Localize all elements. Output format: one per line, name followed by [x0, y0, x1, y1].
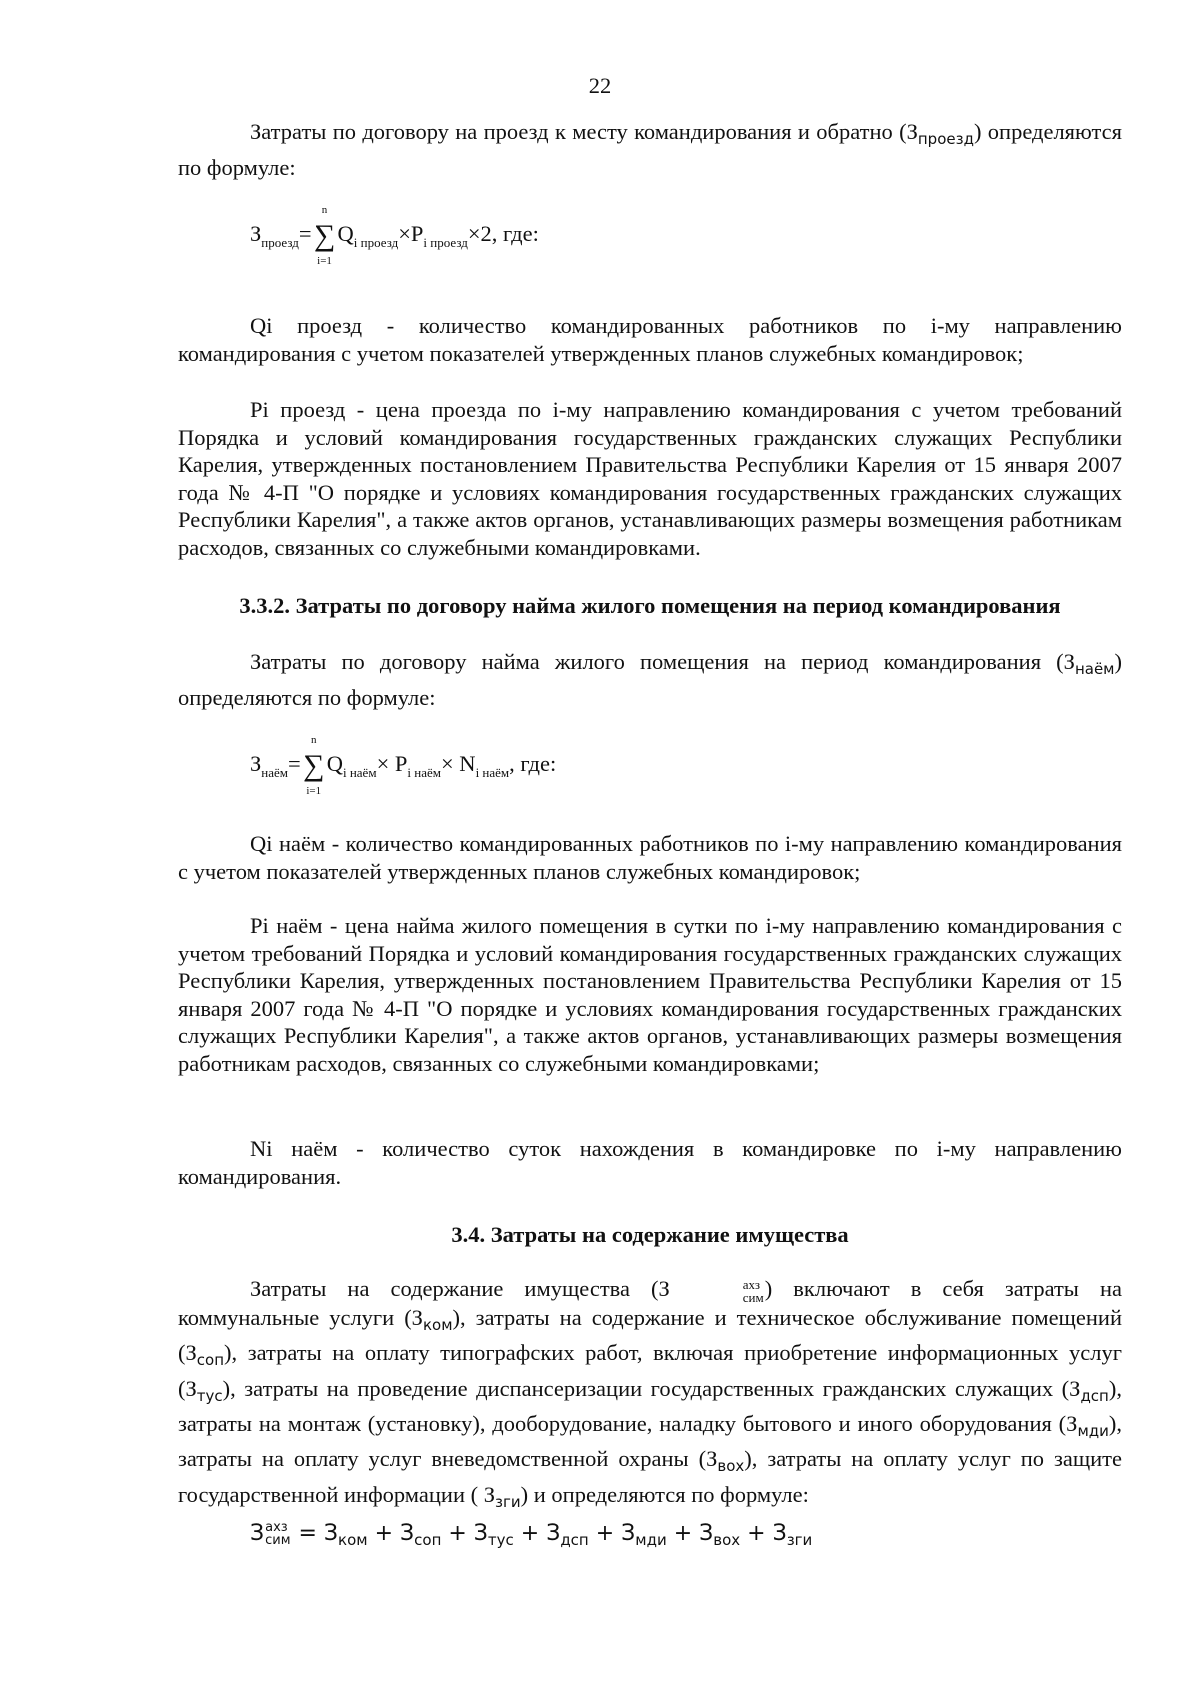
formula-lodging-cost: $З_{наём}=$ n ∑ i=1 $Q_{i наём}\times P_{i наём}\times N_{i наём}$, где: — [250, 733, 557, 797]
paragraph-pi-lodging: Pi наём - цена найма жилого помещения в сутки по i-му направлению командирования с учетом требований Порядка и условий командирования государственных гражданских служащих Республики Карелия, утвержденных постановлением Правительства Республики Карелия от 15 января 2007 года № 4-П "О порядке и условиях командирования государственных гражданских служащих Республики Карелия", а также актов органов, устанавливающих размеры возмещения работникам расходов, связанных со служебными командировками; — [178, 913, 1122, 1076]
paragraph-qi-lodging: Qi наём - количество командированных работников по i-му направлению командирования с учетом показателей утвержденных планов служебных командировок; — [178, 831, 1122, 884]
paragraph-lodging-cost-intro: Затраты по договору найма жилого помещения на период командирования $(З_{наём})$ определяются по формуле: — [178, 649, 1122, 710]
paragraph-travel-cost-intro: Затраты по договору на проезд к месту командирования и обратно $(З_{проезд})$ определяются по формуле: — [178, 119, 1122, 180]
paragraph-ni-lodging: Ni наём - количество суток нахождения в командировке по i-му направлению командирования. — [178, 1136, 1122, 1189]
sum-operator: n ∑ i=1 — [313, 203, 336, 267]
formula-property-maintenance: З ахз сим = $З_{ком} + З_{соп} + З_{тус} + З_{дсп} + З_{мди} + З_{вох} + З_{зги}$ — [250, 1520, 813, 1549]
paragraph-property-maintenance: Затраты на содержание имущества (З ахз сим ) включают в себя затраты на коммунальные услуги $(З_{ком})$, затраты на содержание и техническое обслуживание помещений $(З_{соп})$, затраты на оплату типографских работ, включая приобретение информационных услуг $(З_{тус})$, затраты на проведение диспансеризации государственных гражданских служащих $(З_{дсп})$, затраты на монтаж (установку), дооборудование, наладку бытового и иного оборудования $(З_{мди})$, затраты на оплату услуг вневедомственной охраны $(З_{вох})$, затраты на оплату услуг по защите государственной информации ( $З_{зги}$) и определяются по формуле: — [178, 1276, 1123, 1511]
paragraph-qi-travel: Qi проезд - количество командированных работников по i-му направлению командирования с учетом показателей утвержденных планов служебных командировок; — [178, 313, 1122, 366]
section-heading-3-4: 3.4. Затраты на содержание имущества — [451, 1222, 849, 1247]
sum-operator: n ∑ i=1 — [303, 733, 325, 797]
formula-travel-cost: $З_{проезд}=$ n ∑ i=1 $Q_{i проезд}\times P_{i проезд}\times 2$, где: — [250, 203, 539, 267]
page-number: 22 — [588, 73, 612, 98]
section-heading-3-3-2: 3.3.2. Затраты по договору найма жилого помещения на период командирования — [239, 593, 1061, 618]
paragraph-pi-travel: Pi проезд - цена проезда по i-му направлению командирования с учетом требований Порядка и условий командирования государственных гражданских служащих Республики Карелия, утвержденных постановлением Правительства Республики Карелия от 15 января 2007 года № 4-П "О порядке и условиях командирования государственных гражданских служащих Республики Карелия", а также актов органов, устанавливающих размеры возмещения работникам расходов, связанных со служебными командировками. — [178, 397, 1122, 560]
